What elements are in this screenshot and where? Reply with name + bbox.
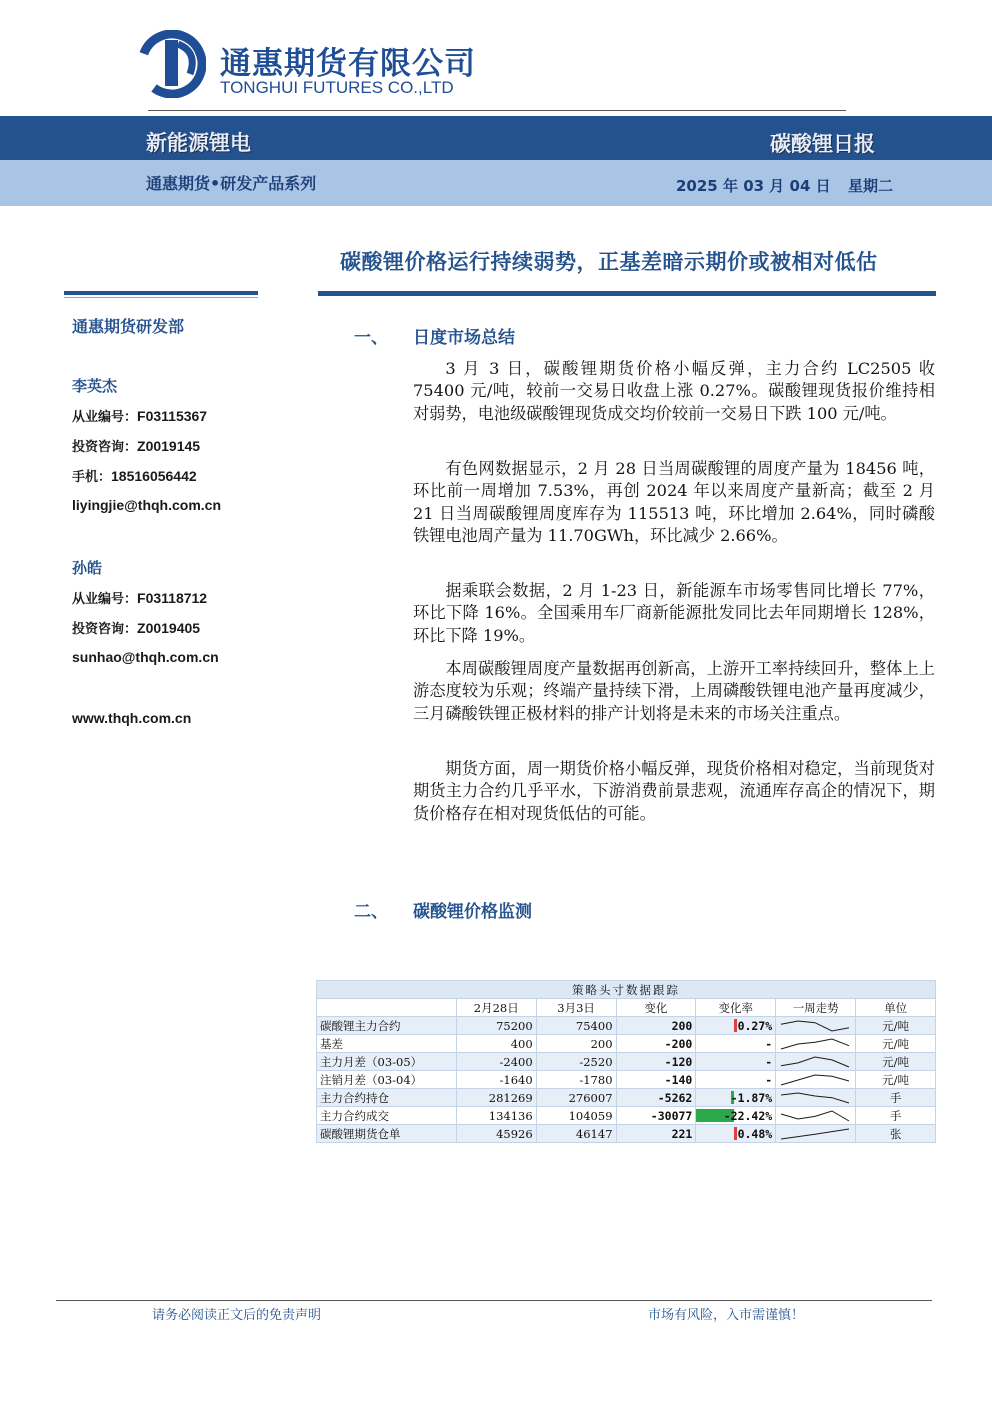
row-name: 碳酸锂主力合约 [317,1017,457,1035]
table-row [317,1089,936,1107]
analyst-email[interactable]: liyingjie@thqh.com.cn [72,497,221,513]
table-row [317,1125,936,1143]
sidebar-rule-thin [64,297,258,298]
paragraph: 期货方面，周一期货价格小幅反弹，现货价格相对稳定，当前现货对期货主力合约几乎平水，下游消费前景悲观，流通库存高企的情况下，期货价格存在相对现货低估的可能。 [413,759,935,823]
rate-bar [734,1019,737,1032]
table-row [317,1017,936,1035]
change-rate-text: 0.48% [737,1126,773,1141]
change-rate-text: -1.87% [730,1090,773,1105]
sparkline-line [781,1075,849,1085]
paragraph: 本周碳酸锂周度产量数据再创新高，上游开工率持续回升，整体上上游态度较为乐观；终端产量持续下滑，上周磷酸铁锂电池产量再度减少，三月磷酸铁锂正极材料的排产计划将是未来的市场关注重点。 [413,659,935,723]
change-rate-text: -22.42% [723,1108,773,1123]
sparkline-svg [779,1055,851,1069]
weekly-trend-sparkline [776,1107,856,1125]
analyst-email[interactable]: sunhao@thqh.com.cn [72,649,219,665]
report-weekday: 星期二 [848,177,894,195]
company-logo [138,30,206,98]
column-header: 3月3日 [536,999,616,1017]
value-feb28: 281269 [456,1089,536,1107]
risk-warning: 市场有风险，入市需谨慎！ [648,1308,805,1323]
change-rate [696,1017,776,1035]
analyst-cert: 从业编号：F03115367 [72,408,208,425]
analyst-cert: 从业编号：F03118712 [72,590,208,607]
analyst-name: 孙皓 [72,559,103,577]
rate-bar [734,1127,737,1140]
unit-label: 手 [856,1089,936,1107]
change-value: 200 [616,1017,696,1035]
change-rate [696,1125,776,1143]
unit-label: 元/吨 [856,1071,936,1089]
column-header: 2月28日 [456,999,536,1017]
unit-label: 元/吨 [856,1017,936,1035]
row-name: 基差 [317,1035,457,1053]
section-number: 二、 [354,902,388,922]
value-feb28: -2400 [456,1053,536,1071]
change-value: -5262 [616,1089,696,1107]
row-name: 注销月差（03-04） [317,1071,457,1089]
value-mar3: 276007 [536,1089,616,1107]
value-feb28: 75200 [456,1017,536,1035]
analyst-phone: 手机：18516056442 [72,468,197,485]
header-divider [148,110,846,111]
column-header [317,999,457,1017]
weekly-trend-sparkline [776,1035,856,1053]
company-name-cn: 通惠期货有限公司 [220,46,476,82]
sparkline-svg [779,1109,851,1123]
value-feb28: -1640 [456,1071,536,1089]
analyst-consult: 投资咨询：Z0019405 [72,620,201,637]
sidebar-rule [64,291,258,295]
column-header: 单位 [856,999,936,1017]
value-mar3: 75400 [536,1017,616,1035]
table-row [317,1035,936,1053]
change-rate-text: - [765,1036,773,1051]
change-rate-text: - [765,1054,773,1069]
row-name: 主力合约持仓 [317,1089,457,1107]
company-name-en: TONGHUI FUTURES CO.,LTD [220,78,454,97]
weekly-trend-sparkline [776,1125,856,1143]
table-caption: 策略头寸数据跟踪 [317,981,936,999]
change-value: -140 [616,1071,696,1089]
report-date: 2025 年 03 月 04 日 [676,177,831,195]
change-rate-text: 0.27% [737,1018,773,1033]
change-rate [696,1107,776,1125]
weekly-trend-sparkline [776,1053,856,1071]
sparkline-svg [779,1037,851,1051]
sparkline-line [781,1129,849,1139]
change-value: 221 [616,1125,696,1143]
change-rate [696,1035,776,1053]
value-mar3: 104059 [536,1107,616,1125]
change-rate [696,1071,776,1089]
unit-label: 张 [856,1125,936,1143]
value-feb28: 134136 [456,1107,536,1125]
change-value: -200 [616,1035,696,1053]
column-header: 变化率 [696,999,776,1017]
change-rate-text: - [765,1072,773,1087]
change-rate [696,1053,776,1071]
row-name: 主力月差（03-05） [317,1053,457,1071]
table-row [317,1053,936,1071]
research-dept: 通惠期货研发部 [72,317,185,336]
page-title: 碳酸锂价格运行持续弱势，正基差暗示期价或被相对低估 [340,249,878,274]
sparkline-line [781,1021,849,1031]
value-mar3: -2520 [536,1053,616,1071]
sparkline-svg [779,1127,851,1141]
paragraph: 有色网数据显示，2 月 28 日当周碳酸锂的周度产量为 18456 吨，环比前一周增加 7.53%，再创 2024 年以来周度产量新高；截至 2 月 21 日当周碳酸锂周度库存为 115513 吨，环比增加 2.64%，同时磷酸铁锂电池周产量为 11.70GWh，环比减少 2.66%。 [413,459,935,545]
section-title: 日度市场总结 [413,328,515,348]
weekly-trend-sparkline [776,1071,856,1089]
change-rate [696,1089,776,1107]
section-title: 碳酸锂价格监测 [413,902,532,922]
row-name: 碳酸锂期货仓单 [317,1125,457,1143]
unit-label: 元/吨 [856,1053,936,1071]
sparkline-svg [779,1073,851,1087]
report-type: 碳酸锂日报 [770,132,875,156]
value-feb28: 45926 [456,1125,536,1143]
paragraph: 据乘联会数据，2 月 1-23 日，新能源车市场零售同比增长 77%，环比下降 16%。全国乘用车厂商新能源批发同比去年同期增长 128%，环比下降 19%。 [413,581,935,645]
paragraph: 3 月 3 日，碳酸锂期货价格小幅反弹，主力合约 LC2505 收 75400 元/吨，较前一交易日收盘上涨 0.27%。碳酸锂现货报价维持相对弱势，电池级碳酸锂现货成交均价较前一交易日下跌 100 元/吨。 [413,359,935,423]
weekly-trend-sparkline [776,1089,856,1107]
website-link[interactable]: www.thqh.com.cn [72,710,192,726]
value-mar3: -1780 [536,1071,616,1089]
weekly-trend-sparkline [776,1017,856,1035]
analyst-name: 李英杰 [72,377,118,395]
sparkline-line [781,1039,849,1049]
footer-divider [56,1300,932,1301]
main-rule [318,291,936,296]
value-feb28: 400 [456,1035,536,1053]
row-name: 主力合约成交 [317,1107,457,1125]
table-row [317,1071,936,1089]
sparkline-line [781,1093,849,1103]
sector-label: 新能源锂电 [146,131,251,155]
analyst-consult: 投资咨询：Z0019145 [72,438,201,455]
sparkline-svg [779,1091,851,1105]
series-label: 通惠期货•研发产品系列 [146,174,317,193]
unit-label: 手 [856,1107,936,1125]
sparkline-svg [779,1019,851,1033]
disclaimer-note: 请务必阅读正文后的免责声明 [152,1308,322,1323]
value-mar3: 200 [536,1035,616,1053]
unit-label: 元/吨 [856,1035,936,1053]
price-monitor-table [316,980,936,1143]
column-header: 一周走势 [776,999,856,1017]
sparkline-line [781,1057,849,1067]
change-value: -120 [616,1053,696,1071]
value-mar3: 46147 [536,1125,616,1143]
table-header-row [317,999,936,1017]
table-row [317,1107,936,1125]
sparkline-line [781,1111,849,1121]
section-number: 一、 [354,328,388,348]
change-value: -30077 [616,1107,696,1125]
column-header: 变化 [616,999,696,1017]
